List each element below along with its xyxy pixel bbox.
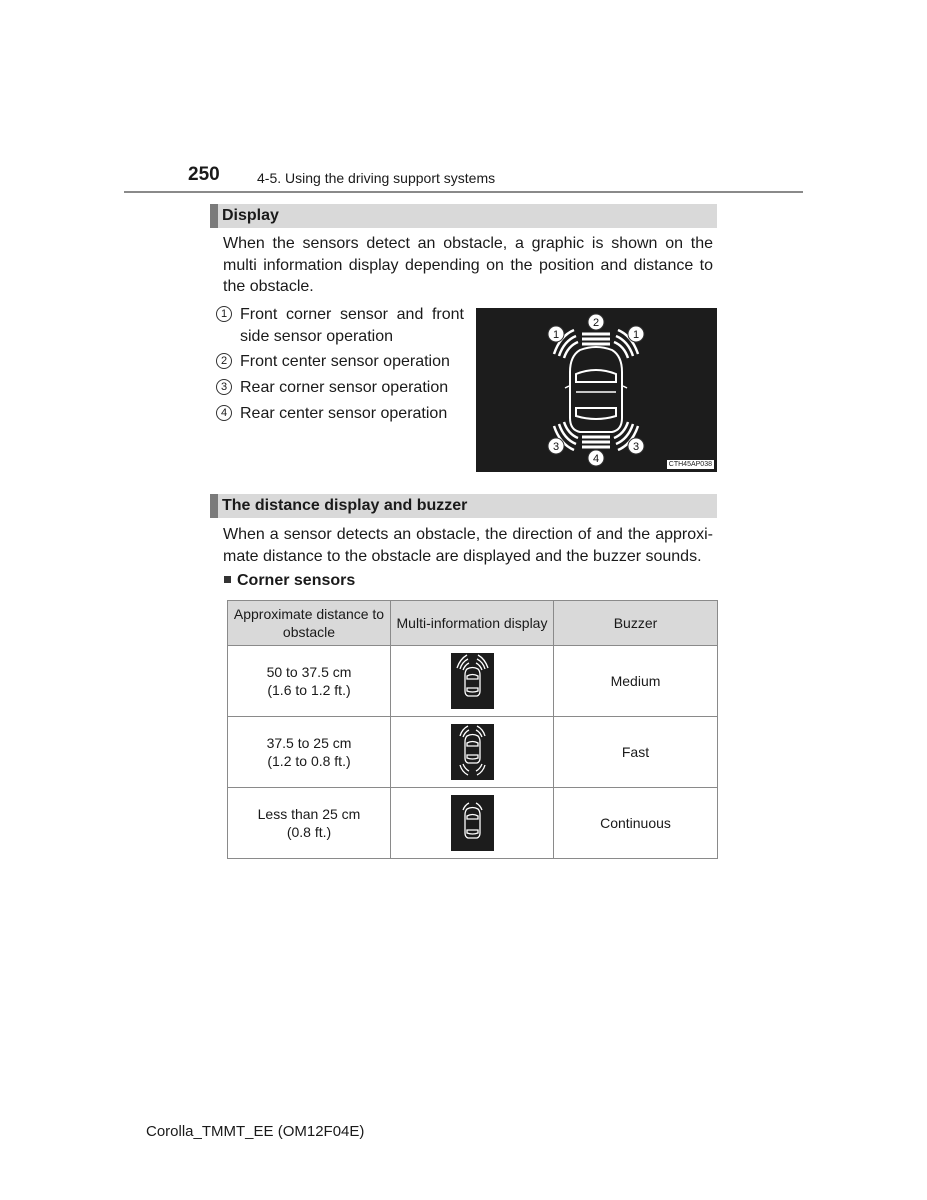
svg-text:1: 1	[552, 329, 560, 341]
svg-text:4: 4	[592, 453, 600, 465]
legend-text: Front center sensor operation	[240, 353, 450, 370]
corner-sensor-1-bar-icon	[451, 795, 494, 851]
column-header: Buzzer	[554, 601, 718, 646]
callout-2-icon: 2	[216, 353, 232, 369]
section-title: 4-5. Using the driving support systems	[257, 170, 496, 186]
table-row	[228, 646, 718, 717]
corner-sensor-2-bars-icon	[451, 724, 494, 780]
callout-rear-center-icon	[588, 450, 604, 466]
callout-front-left-icon	[548, 326, 564, 342]
display-body: When the sensors detect an obstacle, a graphic is shown on the multi information display depending on the position and distance to the obstacle.	[223, 235, 713, 295]
svg-text:2: 2	[592, 317, 600, 329]
buzzer-cell: Continuous	[554, 788, 718, 859]
corner-sensors-subheading	[224, 572, 355, 590]
legend-text: Rear corner sensor operation	[240, 379, 449, 396]
callout-rear-right-icon	[628, 438, 644, 454]
table-row	[228, 717, 718, 788]
distance-cell: Less than 25 cm (0.8 ft.)	[228, 788, 391, 859]
buzzer-cell: Fast	[554, 717, 718, 788]
figure-code: CTH45AP038	[668, 461, 712, 468]
svg-text:3: 3	[552, 441, 560, 453]
sensor-display-graphic	[476, 308, 717, 472]
table-row	[228, 788, 718, 859]
distance-cell: 37.5 to 25 cm (1.2 to 0.8 ft.)	[228, 717, 391, 788]
callout-front-center-icon	[588, 314, 604, 330]
display-cell	[391, 788, 554, 859]
rear-center-sensor-bars-icon	[582, 437, 610, 447]
buzzer-cell: Medium	[554, 646, 718, 717]
distance-body: When a sensor detects an obstacle, the direction of and the approxi-mate distance to the obstacle are displayed and the buzzer sounds.	[223, 526, 713, 565]
callout-front-right-icon	[628, 326, 644, 342]
corner-sensor-3-bars-icon	[451, 653, 494, 709]
display-cell	[391, 717, 554, 788]
subheading-text: Corner sensors	[237, 572, 356, 589]
callout-3-icon: 3	[216, 379, 232, 395]
column-header: Multi-information display	[391, 601, 554, 646]
column-header: Approximate distance to obstacle	[228, 601, 391, 646]
front-center-sensor-bars-icon	[582, 334, 610, 344]
legend-text: Rear center sensor operation	[240, 405, 448, 422]
callout-1-icon: 1	[216, 306, 232, 322]
display-heading: Display	[210, 204, 717, 228]
windshield-icon	[576, 370, 616, 382]
rear-window-icon	[576, 408, 616, 419]
svg-text:3: 3	[632, 441, 640, 453]
callout-rear-left-icon	[548, 438, 564, 454]
distance-heading: The distance display and buzzer	[210, 494, 717, 518]
page-number: 250	[188, 164, 220, 185]
table-header-row	[228, 601, 718, 646]
square-bullet-icon	[224, 576, 231, 583]
sensor-display-figure	[476, 308, 717, 472]
distance-cell: 50 to 37.5 cm (1.6 to 1.2 ft.)	[228, 646, 391, 717]
header-divider	[124, 191, 803, 193]
legend-text: Front corner sensor and front side sensor operation	[240, 306, 464, 345]
display-cell	[391, 646, 554, 717]
corner-sensor-distance-table	[227, 600, 718, 859]
callout-4-icon: 4	[216, 405, 232, 421]
footer-doc-id: Corolla_TMMT_EE (OM12F04E)	[146, 1123, 365, 1140]
svg-text:1: 1	[632, 329, 640, 341]
